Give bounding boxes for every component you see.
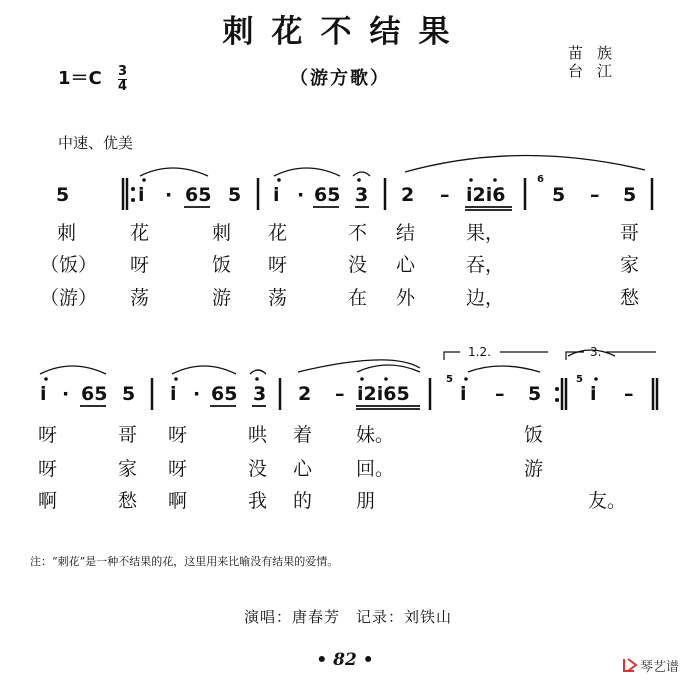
volta-bracket	[444, 352, 460, 360]
lyric: 饭	[524, 424, 544, 446]
watermark-text: 琴艺谱	[640, 660, 680, 675]
lyric: 呀	[130, 254, 150, 276]
lyric: 家	[620, 254, 640, 276]
lyric: 不	[348, 222, 368, 244]
high-dot	[469, 178, 473, 182]
slur	[405, 155, 645, 172]
lyric: 心	[293, 458, 313, 480]
footnote: 注：“刺花”是一种不结果的花，这里用来比喻没有结果的爱情。	[30, 555, 339, 568]
lyric: 呀	[168, 424, 188, 446]
time-top: 3	[118, 63, 128, 79]
note: 5	[122, 383, 136, 405]
lyric: 我	[248, 490, 268, 512]
lyric: 心	[396, 254, 416, 276]
lyric: 游	[212, 287, 232, 309]
lyric: 吞，	[466, 254, 505, 276]
note: 65	[81, 383, 108, 405]
lyric: 的	[293, 490, 313, 512]
lyric: 呀	[168, 458, 188, 480]
high-dot	[142, 178, 146, 182]
lyric: 朋	[356, 490, 376, 512]
note: i	[590, 383, 597, 405]
lyric: 刺	[212, 222, 232, 244]
lyric: 愁	[118, 490, 138, 512]
note: 3	[355, 184, 369, 206]
note: 2	[298, 383, 312, 405]
high-dot	[464, 377, 468, 381]
lyric: 愁	[620, 287, 640, 309]
note-dash: –	[590, 184, 600, 206]
slur	[353, 172, 370, 176]
lyric: 呀	[268, 254, 288, 276]
note: 65	[314, 184, 341, 206]
lyric: 游	[524, 458, 544, 480]
repeat-dot	[131, 198, 135, 202]
key-label: 1＝C	[58, 68, 102, 89]
note: 5	[228, 184, 242, 206]
time-bottom: 4	[118, 78, 128, 94]
note: i	[460, 383, 467, 405]
high-dot	[493, 178, 497, 182]
note-group: i2i6	[466, 184, 506, 206]
note-dot: ·	[62, 383, 70, 405]
slurs	[40, 155, 645, 374]
lyric: 刺	[57, 222, 77, 244]
lyric: 回。	[356, 458, 395, 480]
lyric: （饭）	[40, 254, 98, 276]
note: 2	[401, 184, 415, 206]
note: 65	[185, 184, 212, 206]
slur	[140, 168, 208, 176]
grace-note: 5	[446, 374, 453, 385]
volta-first: 1.2.	[468, 345, 491, 359]
lyric: 荡	[268, 287, 288, 309]
lyric: 呀	[38, 458, 58, 480]
watermark-logo	[622, 656, 686, 674]
note: i	[138, 184, 145, 206]
lyric: （游）	[40, 287, 98, 309]
lyric: 家	[118, 458, 138, 480]
lyric: 边，	[466, 287, 505, 309]
lyric: 哄	[248, 424, 268, 446]
note-dash: –	[440, 184, 450, 206]
note: i	[170, 383, 177, 405]
grace-note: 6	[537, 174, 544, 185]
lyric: 妹。	[356, 424, 395, 446]
lyric: 花	[268, 222, 288, 244]
lyric: 在	[348, 287, 368, 309]
credits: 演唱：唐春芳 记录：刘铁山	[244, 608, 453, 626]
lyric: 啊	[38, 490, 58, 512]
note-dash: –	[335, 383, 345, 405]
lyric: 哥	[620, 222, 640, 244]
lyric: 哥	[118, 424, 138, 446]
underlines	[80, 207, 512, 409]
lyric: 啊	[168, 490, 188, 512]
note: 65	[211, 383, 238, 405]
lyric: 外	[396, 287, 416, 309]
volta-third: 3.	[590, 345, 602, 359]
lyric: 着	[293, 424, 313, 446]
tempo-marking: 中速、优美	[58, 134, 134, 152]
high-dot	[384, 377, 388, 381]
note: 5	[56, 184, 70, 206]
volta-brackets	[444, 352, 656, 360]
barlines-line-1	[123, 178, 652, 210]
high-dot	[277, 178, 281, 182]
note-dot: ·	[193, 383, 201, 405]
grace-note: 5	[576, 374, 583, 385]
repeat-dot	[555, 387, 559, 391]
note-dash: –	[495, 383, 505, 405]
page-number: • 82 •	[316, 650, 374, 670]
note: i	[40, 383, 47, 405]
note: 5	[623, 184, 637, 206]
slur	[357, 365, 420, 372]
note: 5	[528, 383, 542, 405]
high-dot	[360, 377, 364, 381]
repeat-dots	[131, 187, 559, 402]
note-dot: ·	[297, 184, 305, 206]
slur	[250, 370, 266, 374]
lyric: 友。	[588, 490, 627, 512]
lyric: 果，	[466, 222, 505, 244]
note: i	[273, 184, 280, 206]
note: 3	[253, 383, 267, 405]
note-dash: –	[624, 383, 634, 405]
lyric: 饭	[212, 254, 232, 276]
high-dot	[44, 377, 48, 381]
lyric: 呀	[38, 424, 58, 446]
high-dot	[357, 178, 361, 182]
slur	[40, 366, 106, 374]
note: 5	[552, 184, 566, 206]
song-subtitle: （游方歌）	[290, 68, 390, 89]
repeat-dot	[555, 398, 559, 402]
lyric: 没	[348, 254, 368, 276]
lyric: 花	[130, 222, 150, 244]
high-dot	[594, 377, 598, 381]
repeat-dot	[131, 187, 135, 191]
song-title: 刺花不结果	[222, 14, 468, 50]
origin-place: 台江	[568, 62, 627, 80]
high-dot	[255, 377, 259, 381]
lyric: 没	[248, 458, 268, 480]
origin-ethnicity: 苗族	[568, 44, 627, 62]
slur	[274, 168, 340, 176]
slur	[468, 366, 540, 372]
note-group: i2i65	[357, 383, 410, 405]
slur	[568, 350, 615, 356]
high-dot	[174, 377, 178, 381]
lyric: 荡	[130, 287, 150, 309]
note-dot: ·	[165, 184, 173, 206]
lyric: 结	[396, 222, 416, 244]
slur	[172, 366, 236, 374]
